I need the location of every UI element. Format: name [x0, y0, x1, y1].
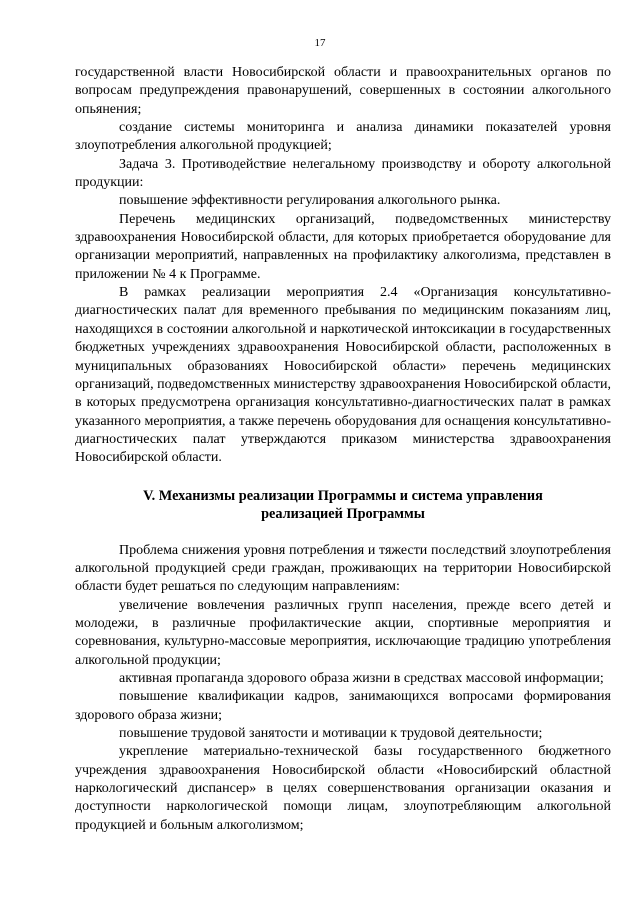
paragraph: государственной власти Новосибирской области и правоохранительных органов по вопросам предупреждения правонарушений, совершенных в состоянии алкогольного опьянения;	[75, 65, 611, 117]
paragraph: повышение квалификации кадров, занимающихся вопросами формирования здорового образа жизни;	[75, 689, 611, 723]
page-body	[75, 64, 611, 835]
paragraph: укрепление материально-технической базы государственного бюджетного учреждения здравоохранения Новосибирской области «Новосибирский областной наркологический диспансер» в целях совершенствования организации оказания и доступности наркологической помощи лицам, злоупотребляющим алкогольной продукцией и больным алкоголизмом;	[75, 744, 611, 833]
paragraph: В рамках реализации мероприятия 2.4 «Организация консультативно-диагностических палат для временного пребывания по медицинским показаниям лиц, находящихся в состоянии алкогольной и наркотической интоксикации в государственных бюджетных учреждениях здравоохранения Новосибирской области, расположенных в муниципальных образованиях Новосибирской области» перечень медицинских организаций, подведомственных министерству здравоохранения Новосибирской области, в которых предусмотрена организация консультативно-диагностических палат в рамках указанного мероприятия, а также перечень оборудования для оснащения консультативно-диагностических палат утверждаются приказом министерства здравоохранения Новосибирской области.	[75, 285, 611, 466]
paragraph: Задача 3. Противодействие нелегальному производству и обороту алкогольной продукции:	[75, 156, 611, 191]
section-heading-line: V. Механизмы реализации Программы и система управления	[143, 487, 543, 504]
paragraph: Перечень медицинских организаций, подведомственных министерству здравоохранения Новосибирской области, для которых приобретается оборудование для организации мероприятий, направленных на профилактику алкоголизма, представлен в приложении № 4 к Программе.	[75, 211, 611, 282]
paragraph: создание системы мониторинга и анализа динамики показателей уровня злоупотребления алкогольной продукцией;	[75, 120, 611, 154]
paragraph: повышение трудовой занятости и мотивации к трудовой деятельности;	[119, 726, 543, 741]
paragraph: Проблема снижения уровня потребления и тяжести последствий злоупотребления алкогольной продукцией среди граждан, проживающих на территории Новосибирской области будет решаться по следующим направлениям:	[75, 542, 611, 595]
page-number: 17	[314, 37, 326, 49]
paragraph: повышение эффективности регулирования алкогольного рынка.	[119, 193, 501, 209]
paragraph: активная пропаганда здорового образа жизни в средствах массовой информации;	[119, 670, 604, 686]
section-heading-line: реализацией Программы	[261, 506, 425, 523]
paragraph: увеличение вовлечения различных групп населения, прежде всего детей и молодежи, в различные профилактические акции, спортивные мероприятия и соревнования, культурно-массовые мероприятия, исключающие традицию употребления алкогольной продукции;	[75, 597, 611, 668]
section-heading	[75, 487, 611, 524]
